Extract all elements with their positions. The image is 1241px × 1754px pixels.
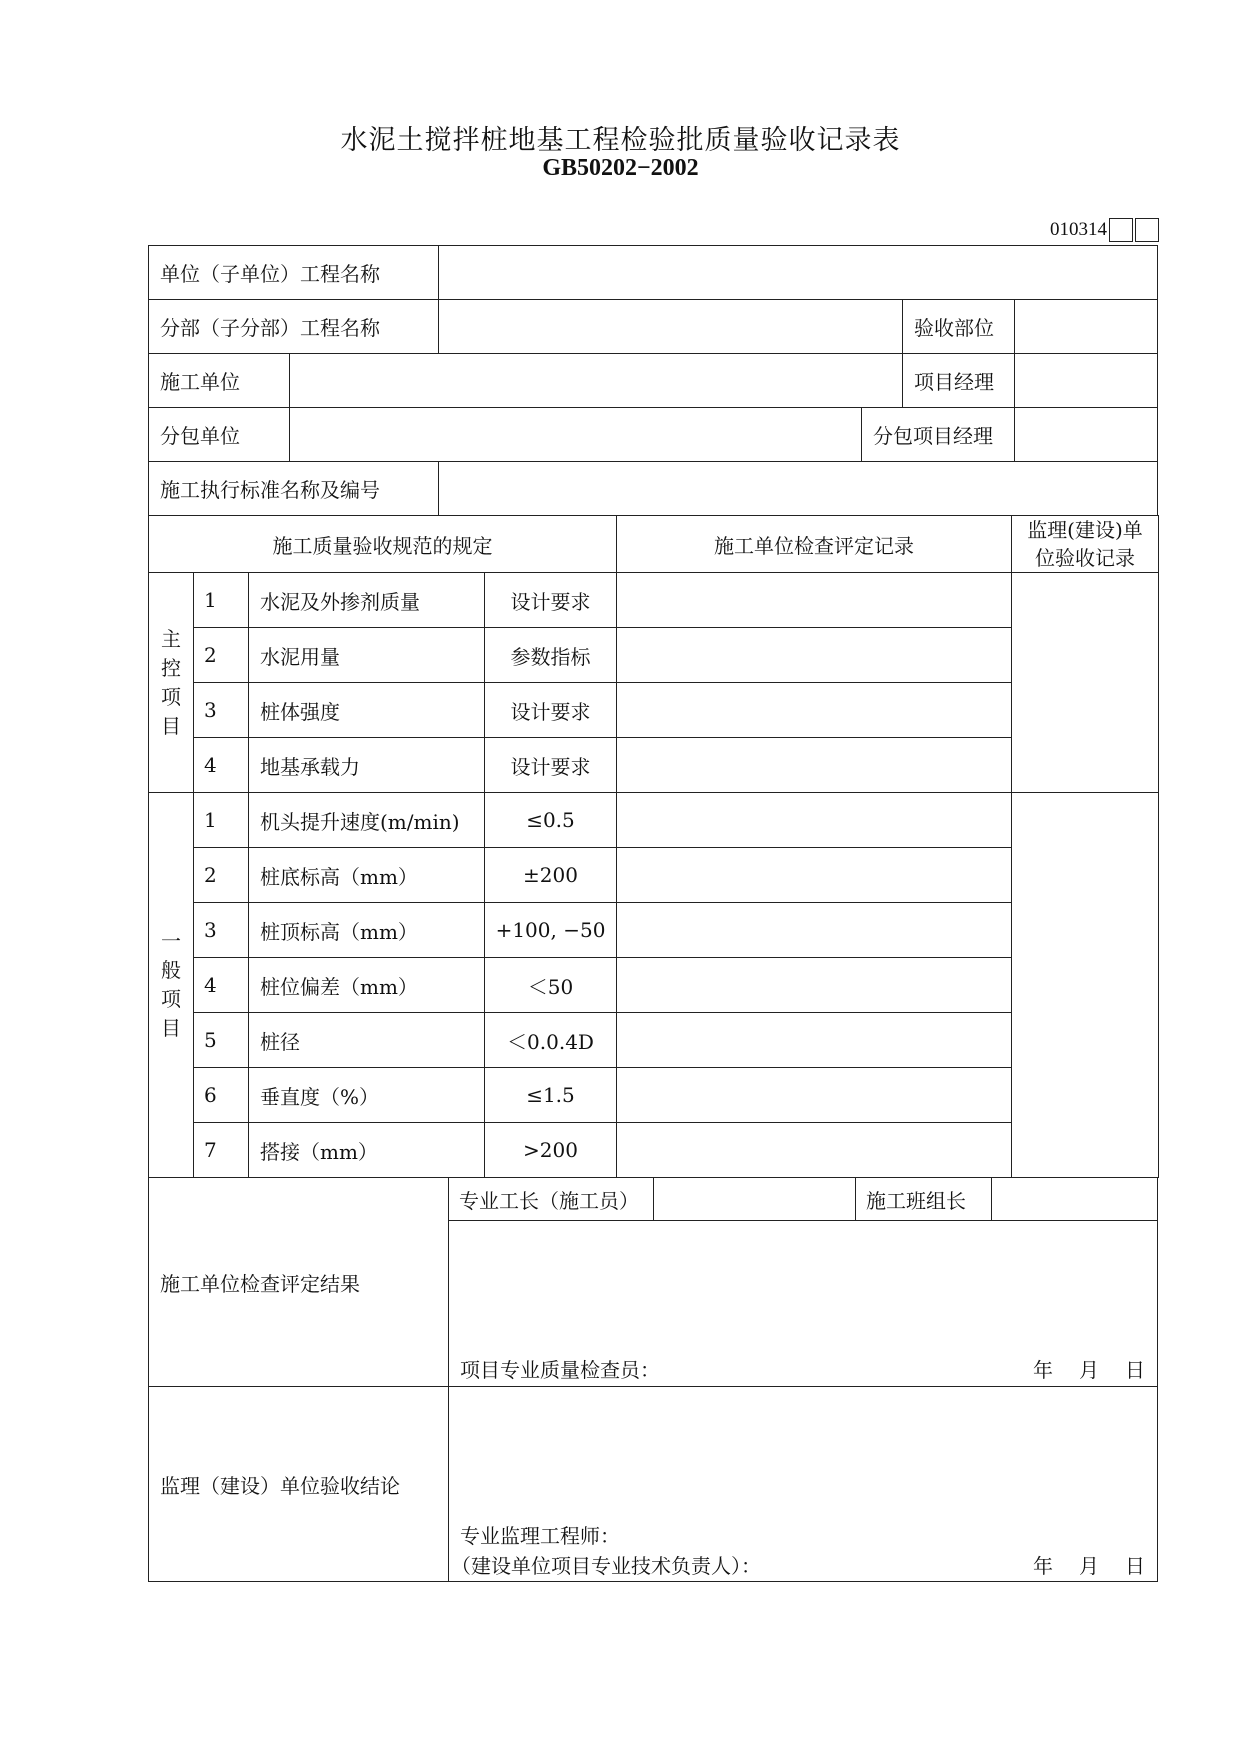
foreman-label: 专业工长（施工员） bbox=[449, 1178, 654, 1220]
item-no: 3 bbox=[194, 683, 249, 738]
standard-code: GB50202−2002 bbox=[542, 155, 699, 181]
item-standard: ＜50 bbox=[485, 958, 617, 1013]
project-manager-field[interactable] bbox=[1015, 354, 1157, 407]
year-label: 年 bbox=[1033, 1358, 1053, 1382]
contractor-field[interactable] bbox=[290, 354, 903, 407]
item-standard: 设计要求 bbox=[485, 738, 617, 793]
month-label: 月 bbox=[1079, 1358, 1099, 1382]
item-standard: >200 bbox=[485, 1123, 617, 1178]
supervisor-conclusion-area[interactable] bbox=[449, 1387, 1157, 1581]
contractor-record-cell[interactable] bbox=[617, 1123, 1012, 1178]
contractor-record-cell[interactable] bbox=[617, 848, 1012, 903]
item-name: 桩径 bbox=[249, 1013, 485, 1068]
contractor-record-cell[interactable] bbox=[617, 683, 1012, 738]
contractor-result-row bbox=[149, 1178, 1157, 1386]
item-standard: ＜0.0.4D bbox=[485, 1013, 617, 1068]
item-no: 4 bbox=[194, 958, 249, 1013]
sub-project-manager-field[interactable] bbox=[1015, 408, 1157, 461]
supervisor-conclusion-row bbox=[149, 1386, 1157, 1581]
table-row bbox=[149, 1013, 1159, 1068]
contractor-record-header: 施工单位检查评定记录 bbox=[617, 516, 1012, 573]
team-leader-label: 施工班组长 bbox=[856, 1178, 992, 1220]
item-no: 3 bbox=[194, 903, 249, 958]
contractor-record-cell[interactable] bbox=[617, 793, 1012, 848]
project-manager-label: 项目经理 bbox=[903, 354, 1015, 407]
table-row bbox=[149, 848, 1159, 903]
item-name: 机头提升速度(m/min) bbox=[249, 793, 485, 848]
item-name: 地基承载力 bbox=[249, 738, 485, 793]
item-no: 1 bbox=[194, 793, 249, 848]
main-items-label: 主 控 项 目 bbox=[149, 573, 194, 793]
results-section bbox=[148, 1178, 1158, 1582]
day-label: 日 bbox=[1125, 1358, 1145, 1382]
contractor-record-cell[interactable] bbox=[617, 903, 1012, 958]
contractor-result-label: 施工单位检查评定结果 bbox=[149, 1178, 449, 1386]
engineer-label: 专业监理工程师： bbox=[460, 1524, 620, 1548]
subcontractor-label: 分包单位 bbox=[149, 408, 290, 461]
acceptance-part-label: 验收部位 bbox=[903, 300, 1015, 353]
table-row bbox=[149, 1123, 1159, 1178]
item-no: 4 bbox=[194, 738, 249, 793]
item-no: 2 bbox=[194, 848, 249, 903]
supervisor-conclusion-label: 监理（建设）单位验收结论 bbox=[149, 1387, 449, 1581]
item-name: 搭接（mm） bbox=[249, 1123, 485, 1178]
foreman-row bbox=[449, 1178, 1157, 1221]
contractor-record-cell[interactable] bbox=[617, 1068, 1012, 1123]
day-label: 日 bbox=[1125, 1554, 1145, 1578]
item-name: 桩体强度 bbox=[249, 683, 485, 738]
table-header-row bbox=[149, 516, 1159, 573]
sub-project-field[interactable] bbox=[439, 300, 903, 353]
general-items-label: 一 般 项 目 bbox=[149, 793, 194, 1178]
item-name: 水泥及外掺剂质量 bbox=[249, 573, 485, 628]
owner-label: （建设单位项目专业技术负责人）： bbox=[451, 1554, 761, 1578]
sub-project-row bbox=[148, 299, 1158, 353]
item-no: 6 bbox=[194, 1068, 249, 1123]
contractor-label: 施工单位 bbox=[149, 354, 290, 407]
table-row bbox=[149, 573, 1159, 628]
item-standard: 设计要求 bbox=[485, 573, 617, 628]
table-row bbox=[149, 1068, 1159, 1123]
supervisor-date bbox=[1033, 1550, 1145, 1579]
item-no: 2 bbox=[194, 628, 249, 683]
team-leader-field[interactable] bbox=[992, 1178, 1157, 1220]
supervisor-record-cell[interactable] bbox=[1012, 573, 1159, 793]
spec-column-header: 施工质量验收规范的规定 bbox=[149, 516, 617, 573]
subcontractor-row bbox=[148, 407, 1158, 461]
item-no: 1 bbox=[194, 573, 249, 628]
unit-project-label: 单位（子单位）工程名称 bbox=[149, 246, 439, 299]
contractor-row bbox=[148, 353, 1158, 407]
supervisor-record-header: 监理(建设)单位验收记录 bbox=[1012, 516, 1159, 573]
standard-name-row bbox=[148, 461, 1158, 515]
standard-name-field[interactable] bbox=[439, 462, 1157, 515]
item-standard: 参数指标 bbox=[485, 628, 617, 683]
inspection-items-table bbox=[148, 515, 1159, 1178]
table-row bbox=[149, 903, 1159, 958]
acceptance-form bbox=[148, 245, 1158, 1582]
item-name: 桩位偏差（mm） bbox=[249, 958, 485, 1013]
item-no: 5 bbox=[194, 1013, 249, 1068]
item-name: 垂直度（%） bbox=[249, 1068, 485, 1123]
contractor-record-cell[interactable] bbox=[617, 628, 1012, 683]
sub-project-label: 分部（子分部）工程名称 bbox=[149, 300, 439, 353]
table-row bbox=[149, 738, 1159, 793]
unit-project-row bbox=[148, 245, 1158, 299]
standard-name-label: 施工执行标准名称及编号 bbox=[149, 462, 439, 515]
item-standard: ±200 bbox=[485, 848, 617, 903]
contractor-result-area[interactable] bbox=[449, 1178, 1157, 1386]
contractor-record-cell[interactable] bbox=[617, 1013, 1012, 1068]
item-name: 桩底标高（mm） bbox=[249, 848, 485, 903]
code-box-2[interactable] bbox=[1135, 218, 1159, 242]
item-name: 桩顶标高（mm） bbox=[249, 903, 485, 958]
code-box-1[interactable] bbox=[1109, 218, 1133, 242]
foreman-field[interactable] bbox=[654, 1178, 856, 1220]
form-code-row bbox=[1050, 218, 1159, 242]
unit-project-field[interactable] bbox=[439, 246, 1157, 299]
subcontractor-field[interactable] bbox=[290, 408, 862, 461]
inspector-label: 项目专业质量检查员： bbox=[460, 1358, 660, 1382]
item-standard: ≤1.5 bbox=[485, 1068, 617, 1123]
form-code: 010314 bbox=[1050, 219, 1107, 240]
contractor-record-cell[interactable] bbox=[617, 738, 1012, 793]
table-row bbox=[149, 958, 1159, 1013]
item-standard: ≤0.5 bbox=[485, 793, 617, 848]
table-row bbox=[149, 793, 1159, 848]
contractor-record-cell[interactable] bbox=[617, 958, 1012, 1013]
form-title: 水泥土搅拌桩地基工程检验批质量验收记录表 bbox=[340, 125, 901, 156]
year-label: 年 bbox=[1033, 1554, 1053, 1578]
supervisor-record-cell[interactable] bbox=[1012, 793, 1159, 1178]
item-no: 7 bbox=[194, 1123, 249, 1178]
table-row bbox=[149, 628, 1159, 683]
table-row bbox=[149, 683, 1159, 738]
inspector-date bbox=[1033, 1354, 1145, 1383]
item-standard: +100, −50 bbox=[485, 903, 617, 958]
sub-project-manager-label: 分包项目经理 bbox=[862, 408, 1015, 461]
item-standard: 设计要求 bbox=[485, 683, 617, 738]
acceptance-part-field[interactable] bbox=[1015, 300, 1157, 353]
contractor-record-cell[interactable] bbox=[617, 573, 1012, 628]
month-label: 月 bbox=[1079, 1554, 1099, 1578]
item-name: 水泥用量 bbox=[249, 628, 485, 683]
